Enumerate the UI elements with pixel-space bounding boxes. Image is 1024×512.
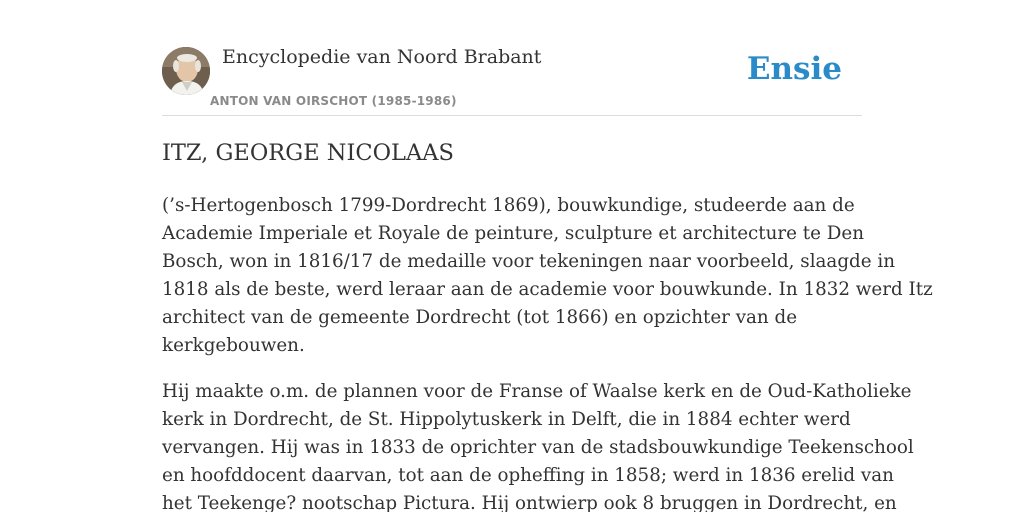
header-divider xyxy=(162,115,862,116)
text-line: Hij maakte o.m. de plannen voor de Franse of Waalse kerk en de Oud-Katholieke xyxy=(162,381,912,402)
article-page xyxy=(162,0,933,512)
publication-title-link[interactable]: Encyclopedie van Noord Brabant xyxy=(222,46,542,68)
article-paragraph xyxy=(162,378,914,512)
text-line: kerkgebouwen. xyxy=(162,335,305,356)
text-line: 1818 als de beste, werd leraar aan de academie voor bouwkunde. In 1832 werd Itz xyxy=(162,279,933,300)
text-line: Academie Imperiale et Royale de peinture, sculpture et architecture te Den xyxy=(162,223,864,244)
ensie-logo[interactable]: Ensie xyxy=(746,51,842,87)
text-line: en hoofddocent daarvan, tot aan de opheffing in 1858; werd in 1836 erelid van xyxy=(162,465,894,486)
text-line: vervangen. Hij was in 1833 de oprichter van de stadsbouwkundige Teekenschool xyxy=(162,437,914,458)
article-paragraph xyxy=(162,192,933,360)
article-body xyxy=(162,192,933,512)
text-line: Bosch, won in 1816/17 de medaille voor tekeningen naar voorbeeld, slaagde in xyxy=(162,251,895,272)
text-line: het Teekenge? nootschap Pictura. Hij ontwierp ook 8 bruggen in Dordrecht, en xyxy=(162,493,897,512)
author-avatar[interactable] xyxy=(162,47,210,95)
article-title: ITZ, GEORGE NICOLAAS xyxy=(162,140,454,166)
text-line: architect van de gemeente Dordrecht (tot 1866) en opzichter van de xyxy=(162,307,798,328)
text-line: (’s-Hertogenbosch 1799-Dordrecht 1869), bouwkundige, studeerde aan de xyxy=(162,195,855,216)
text-line: kerk in Dordrecht, de St. Hippolytuskerk in Delft, die in 1884 echter werd xyxy=(162,409,851,430)
author-portrait-icon xyxy=(162,47,210,95)
author-label[interactable]: ANTON VAN OIRSCHOT (1985-1986) xyxy=(210,94,457,108)
